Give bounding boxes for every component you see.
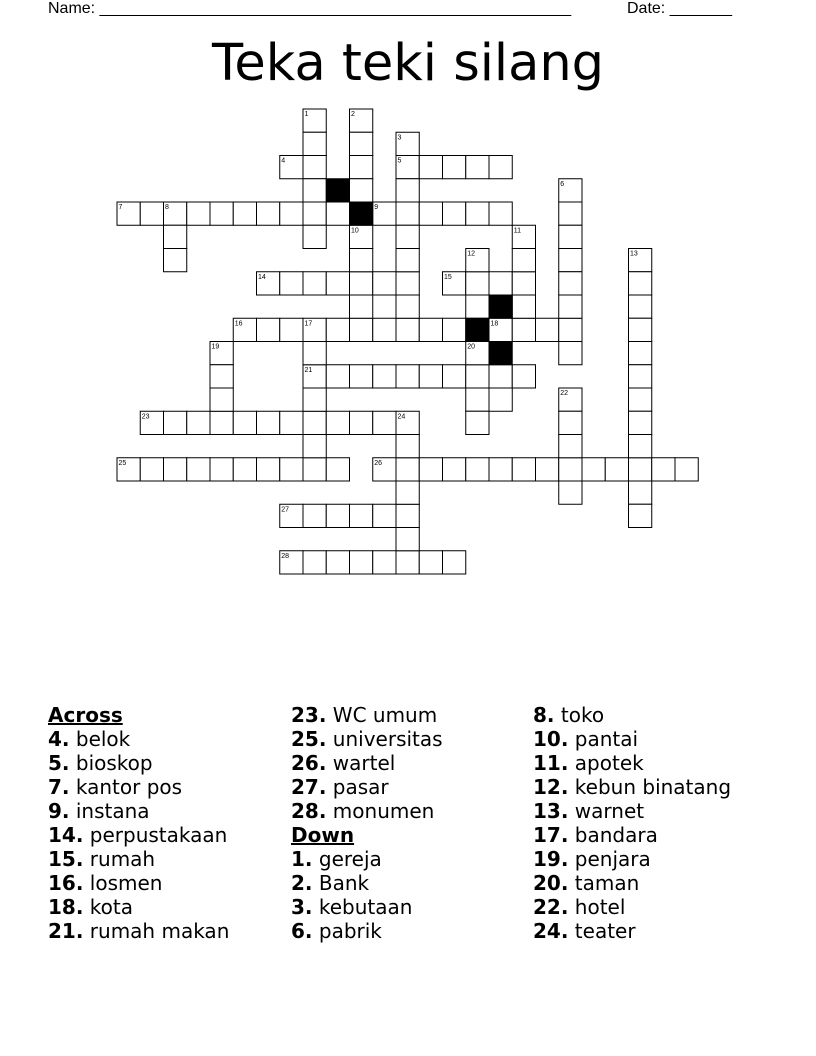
grid-cell[interactable] — [303, 551, 326, 574]
clue-number: 14. — [48, 823, 84, 847]
grid-cell[interactable] — [280, 202, 303, 225]
clue-number: 5 — [397, 157, 402, 165]
clue-text: Bank — [312, 871, 370, 895]
clue-number: 5. — [48, 751, 70, 775]
down-clue — [533, 919, 731, 943]
clue-text: pasar — [326, 775, 389, 799]
grid-cell[interactable] — [303, 179, 326, 202]
grid-cell[interactable] — [443, 365, 466, 388]
clue-number: 3. — [291, 895, 313, 919]
grid-cell[interactable] — [303, 156, 326, 179]
grid-cell[interactable] — [280, 272, 303, 295]
clue-text: universitas — [326, 727, 443, 751]
black-cell — [350, 202, 373, 225]
clue-number: 2. — [291, 871, 313, 895]
across-clue — [48, 751, 229, 775]
grid-cell[interactable] — [233, 202, 256, 225]
clue-text: bandara — [568, 823, 658, 847]
down-clue — [291, 895, 443, 919]
grid-cell[interactable] — [187, 411, 210, 434]
grid-cell[interactable] — [210, 458, 233, 481]
grid-cell[interactable] — [280, 318, 303, 341]
across-clue — [291, 751, 443, 775]
clue-text: kebun binatang — [568, 775, 732, 799]
clue-text: hotel — [568, 895, 626, 919]
clue-number: 2 — [351, 111, 355, 118]
grid-cell[interactable] — [396, 365, 419, 388]
clue-number: 13 — [630, 250, 638, 258]
grid-cell[interactable] — [396, 504, 419, 527]
clue-number: 23. — [291, 703, 327, 727]
grid-cell[interactable] — [373, 504, 396, 527]
clue-number: 13. — [533, 799, 569, 823]
clue-number: 28 — [281, 552, 290, 560]
clue-number: 7. — [48, 775, 70, 799]
grid-cell[interactable] — [164, 411, 187, 434]
grid-cell[interactable] — [350, 179, 373, 202]
clue-number: 16. — [48, 871, 84, 895]
grid-cell[interactable] — [396, 225, 419, 248]
clue-number: 16 — [234, 320, 243, 328]
grid-cell[interactable] — [419, 156, 442, 179]
down-heading: Down — [291, 823, 355, 847]
clue-number: 15. — [48, 847, 84, 871]
clue-number: 6 — [560, 180, 565, 188]
clue-text: wartel — [326, 751, 396, 775]
clue-text: monumen — [326, 799, 435, 823]
clue-text: gereja — [312, 847, 382, 871]
grid-cell[interactable] — [233, 411, 256, 434]
clue-number: 23 — [141, 413, 150, 421]
grid-cell[interactable] — [396, 179, 419, 202]
across-clue — [48, 895, 229, 919]
grid-cell[interactable] — [512, 458, 535, 481]
grid-cell[interactable] — [629, 318, 652, 341]
grid-cell[interactable] — [303, 132, 326, 155]
down-clue — [291, 847, 443, 871]
grid-cell[interactable] — [164, 249, 187, 272]
clue-number: 14 — [258, 273, 266, 281]
grid-cell[interactable] — [559, 295, 582, 318]
grid-cell[interactable] — [350, 295, 373, 318]
clue-number: 11 — [513, 227, 522, 235]
clue-number: 22. — [533, 895, 569, 919]
grid-cell[interactable] — [489, 272, 512, 295]
grid-cell[interactable] — [652, 458, 675, 481]
grid-cell[interactable] — [303, 458, 326, 481]
grid-cell[interactable] — [280, 411, 303, 434]
grid-cell[interactable] — [489, 202, 512, 225]
grid-cell[interactable] — [629, 504, 652, 527]
grid-cell[interactable] — [373, 272, 396, 295]
grid-cell[interactable] — [280, 458, 303, 481]
clue-number: 20 — [467, 343, 476, 351]
clue-text: kebutaan — [312, 895, 413, 919]
grid-cell[interactable] — [559, 458, 582, 481]
across-column — [48, 703, 229, 943]
grid-cell[interactable] — [396, 435, 419, 458]
clue-number: 7 — [118, 204, 123, 211]
across-clue — [291, 799, 443, 823]
grid-cell[interactable] — [629, 272, 652, 295]
clue-number: 24. — [533, 919, 569, 943]
grid-cell[interactable] — [257, 458, 280, 481]
grid-cell[interactable] — [419, 202, 442, 225]
across-clue — [291, 775, 443, 799]
down-clue — [533, 703, 731, 727]
grid-cell[interactable] — [559, 202, 582, 225]
grid-cell[interactable] — [257, 318, 280, 341]
grid-cell[interactable] — [559, 481, 582, 504]
grid-cell[interactable] — [466, 202, 489, 225]
grid-cell[interactable] — [466, 458, 489, 481]
grid-cell[interactable] — [350, 411, 373, 434]
down-clue — [533, 847, 731, 871]
grid-cell[interactable] — [396, 481, 419, 504]
grid-cell[interactable] — [257, 411, 280, 434]
grid-cell[interactable] — [559, 225, 582, 248]
clue-number: 27. — [291, 775, 327, 799]
grid-cell[interactable] — [326, 458, 349, 481]
grid-cell[interactable] — [350, 504, 373, 527]
grid-cell[interactable] — [512, 272, 535, 295]
grid-cell[interactable] — [396, 202, 419, 225]
clue-number: 27 — [281, 506, 290, 514]
grid-cell[interactable] — [629, 342, 652, 365]
grid-cell[interactable] — [187, 202, 210, 225]
down-clue — [533, 871, 731, 895]
clue-number: 26 — [374, 459, 383, 467]
clue-number: 6. — [291, 919, 313, 943]
clue-number: 17 — [304, 320, 313, 328]
grid-cell[interactable] — [419, 458, 442, 481]
grid-cell[interactable] — [536, 318, 559, 341]
across-clue — [291, 727, 443, 751]
grid-cell[interactable] — [559, 249, 582, 272]
grid-cell[interactable] — [443, 156, 466, 179]
grid-cell[interactable] — [419, 365, 442, 388]
grid-cell[interactable] — [629, 388, 652, 411]
down-clue — [533, 799, 731, 823]
across-clue — [48, 823, 229, 847]
grid-cell[interactable] — [303, 388, 326, 411]
clue-number: 18. — [48, 895, 84, 919]
across-heading: Across — [48, 703, 123, 727]
clue-text: pabrik — [312, 919, 382, 943]
grid-cell[interactable] — [489, 458, 512, 481]
black-cell — [489, 295, 512, 318]
grid-cell[interactable] — [303, 342, 326, 365]
grid-cell[interactable] — [443, 202, 466, 225]
grid-cell[interactable] — [443, 458, 466, 481]
down-column — [533, 703, 731, 943]
grid-cell[interactable] — [419, 551, 442, 574]
grid-cell[interactable] — [326, 504, 349, 527]
grid-cell[interactable] — [675, 458, 698, 481]
date-blank: _______ — [669, 0, 732, 17]
down-clue — [533, 751, 731, 775]
clue-number: 22 — [560, 390, 569, 397]
grid-cell[interactable] — [466, 272, 489, 295]
across-clue — [48, 799, 229, 823]
grid-cell[interactable] — [489, 388, 512, 411]
grid-cell[interactable] — [373, 411, 396, 434]
grid-cell[interactable] — [466, 411, 489, 434]
grid-cell[interactable] — [443, 318, 466, 341]
grid-cell[interactable] — [140, 202, 163, 225]
clue-text: kota — [83, 895, 133, 919]
clue-number: 9. — [48, 799, 70, 823]
clue-number: 12 — [467, 250, 476, 258]
grid-cell[interactable] — [164, 458, 187, 481]
grid-cell[interactable] — [210, 388, 233, 411]
across-clue — [48, 847, 229, 871]
grid-cell[interactable] — [350, 318, 373, 341]
down-clue — [291, 871, 443, 895]
clue-number: 15 — [444, 273, 452, 281]
grid-cell[interactable] — [582, 458, 605, 481]
grid-cell[interactable] — [303, 435, 326, 458]
clue-number: 20. — [533, 871, 569, 895]
down-clue — [291, 919, 443, 943]
clue-number: 18 — [490, 320, 499, 328]
across-clue — [291, 703, 443, 727]
grid-cell[interactable] — [629, 435, 652, 458]
grid-cell[interactable] — [559, 272, 582, 295]
down-clue — [533, 727, 731, 751]
grid-cell[interactable] — [559, 411, 582, 434]
grid-cell[interactable] — [536, 458, 559, 481]
clue-number: 26. — [291, 751, 327, 775]
black-cell — [326, 179, 349, 202]
clue-text: teater — [568, 919, 636, 943]
page-title: Teka teki silang — [211, 34, 605, 93]
clue-text: belok — [69, 727, 131, 751]
grid-cell[interactable] — [373, 365, 396, 388]
clue-text: taman — [568, 871, 640, 895]
grid-cell[interactable] — [164, 225, 187, 248]
grid-cell[interactable] — [303, 202, 326, 225]
clue-number: 8. — [533, 703, 555, 727]
grid-cell[interactable] — [210, 365, 233, 388]
grid-cell[interactable] — [140, 458, 163, 481]
clue-number: 4. — [48, 727, 70, 751]
grid-cell[interactable] — [350, 365, 373, 388]
grid-cell[interactable] — [466, 388, 489, 411]
grid-cell[interactable] — [466, 365, 489, 388]
grid-cell[interactable] — [350, 156, 373, 179]
across-clue — [48, 871, 229, 895]
grid-cell[interactable] — [489, 156, 512, 179]
grid-cell[interactable] — [326, 202, 349, 225]
grid-cell[interactable] — [303, 504, 326, 527]
clue-number: 17. — [533, 823, 569, 847]
grid-cell[interactable] — [187, 458, 210, 481]
grid-cell[interactable] — [210, 202, 233, 225]
grid-cell[interactable] — [443, 551, 466, 574]
clue-text: rumah makan — [83, 919, 230, 943]
grid-cell[interactable] — [326, 551, 349, 574]
clue-number: 3 — [397, 134, 402, 142]
grid-cell[interactable] — [326, 318, 349, 341]
across-clue — [48, 919, 229, 943]
grid-cell[interactable] — [629, 411, 652, 434]
grid-cell[interactable] — [512, 295, 535, 318]
clue-text: apotek — [568, 751, 644, 775]
clue-number: 11. — [533, 751, 569, 775]
clue-number: 10. — [533, 727, 569, 751]
across-clue — [48, 775, 229, 799]
clue-text: warnet — [568, 799, 645, 823]
clue-number: 25 — [118, 459, 127, 467]
black-cell — [466, 318, 489, 341]
grid-cell[interactable] — [396, 272, 419, 295]
grid-cell[interactable] — [350, 272, 373, 295]
clue-text: losmen — [83, 871, 163, 895]
name-blank: _____________________________________________________ — [99, 0, 572, 17]
grid-cell[interactable] — [350, 551, 373, 574]
grid-cell[interactable] — [629, 481, 652, 504]
grid-cell[interactable] — [396, 458, 419, 481]
clue-number: 12. — [533, 775, 569, 799]
clue-number: 1. — [291, 847, 313, 871]
clue-number: 24 — [397, 413, 406, 421]
down-clue — [533, 895, 731, 919]
grid-cell[interactable] — [605, 458, 628, 481]
clue-number: 8 — [165, 204, 169, 211]
grid-cell[interactable] — [326, 272, 349, 295]
grid-cell[interactable] — [350, 249, 373, 272]
down-clue — [533, 823, 731, 847]
clue-number: 19 — [211, 343, 220, 351]
grid-cell[interactable] — [396, 318, 419, 341]
grid-cell[interactable] — [303, 225, 326, 248]
clue-number: 21 — [304, 366, 313, 374]
clue-number: 25. — [291, 727, 327, 751]
name-label: Name: — [48, 0, 96, 17]
grid-cell[interactable] — [257, 202, 280, 225]
grid-cell[interactable] — [512, 249, 535, 272]
grid-cell[interactable] — [303, 411, 326, 434]
clue-number: 19. — [533, 847, 569, 871]
grid-cell[interactable] — [466, 156, 489, 179]
grid-cell[interactable] — [489, 365, 512, 388]
grid-cell[interactable] — [629, 295, 652, 318]
clue-text: kantor pos — [69, 775, 183, 799]
grid-cell[interactable] — [629, 458, 652, 481]
across-clue — [48, 727, 229, 751]
clue-number: 9 — [374, 204, 379, 211]
clue-text: bioskop — [69, 751, 153, 775]
clue-number: 4 — [281, 157, 286, 165]
grid-cell[interactable] — [233, 458, 256, 481]
grid-cell[interactable] — [373, 318, 396, 341]
clue-number: 1 — [304, 111, 309, 118]
grid-cell[interactable] — [466, 295, 489, 318]
across-column-continued — [291, 703, 443, 943]
grid-cell[interactable] — [396, 249, 419, 272]
clue-text: penjara — [568, 847, 651, 871]
clue-number: 21. — [48, 919, 84, 943]
grid-cell[interactable] — [512, 318, 535, 341]
grid-cell[interactable] — [303, 272, 326, 295]
grid-cell[interactable] — [210, 411, 233, 434]
clue-text: perpustakaan — [83, 823, 228, 847]
grid-cell[interactable] — [326, 365, 349, 388]
grid-cell[interactable] — [559, 435, 582, 458]
grid-cell[interactable] — [326, 411, 349, 434]
grid-cell[interactable] — [396, 528, 419, 551]
grid-cell[interactable] — [629, 365, 652, 388]
grid-cell[interactable] — [419, 318, 442, 341]
grid-cell[interactable] — [512, 365, 535, 388]
date-label: Date: — [627, 0, 666, 17]
grid-cell[interactable] — [559, 318, 582, 341]
clue-text: rumah — [83, 847, 156, 871]
clue-text: instana — [69, 799, 150, 823]
grid-cell[interactable] — [396, 295, 419, 318]
grid-cell[interactable] — [559, 342, 582, 365]
down-clue — [533, 775, 731, 799]
grid-cell[interactable] — [373, 551, 396, 574]
clue-text: toko — [554, 703, 605, 727]
grid-cell[interactable] — [396, 551, 419, 574]
clue-number: 28. — [291, 799, 327, 823]
clue-text: WC umum — [326, 703, 438, 727]
black-cell — [489, 342, 512, 365]
clue-text: pantai — [568, 727, 639, 751]
grid-cell[interactable] — [350, 132, 373, 155]
clue-number: 10 — [351, 227, 359, 235]
